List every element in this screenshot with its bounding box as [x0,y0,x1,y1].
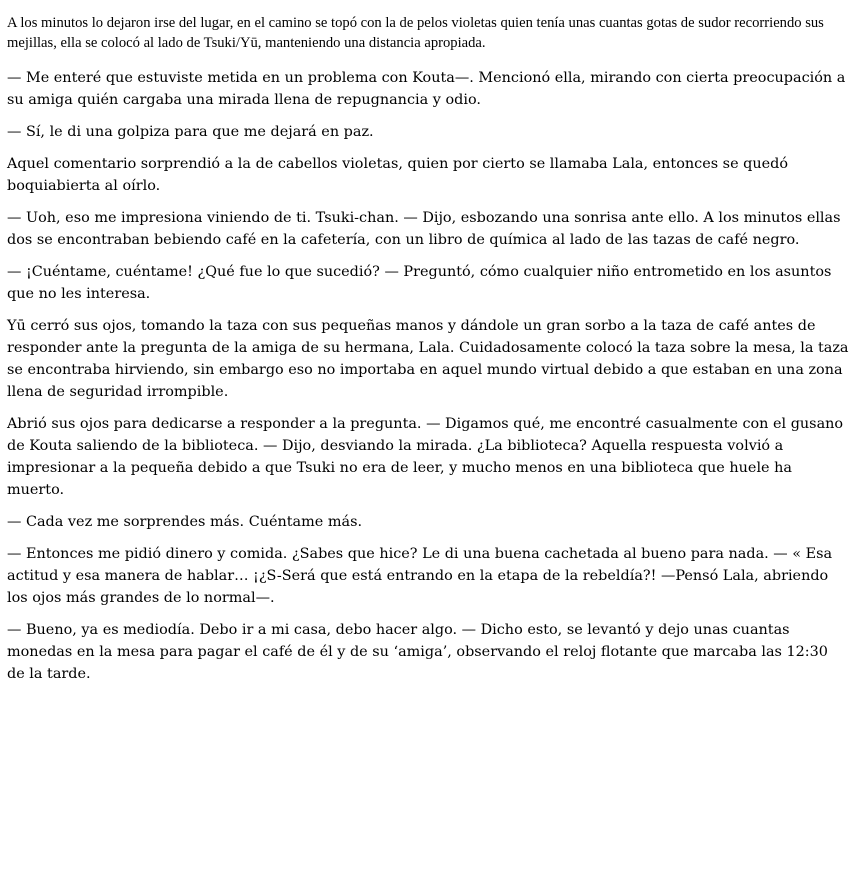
paragraph-8: Abrió sus ojos para dedicarse a responder a la pregunta. — Digamos qué, me encontré casualmente con el gusano de Kouta saliendo de la biblioteca. — Dijo, desviando la mirada. ¿La biblioteca? Aquella respuesta volvió a impresionar a la pequeña debido a que Tsuki no era de leer, y mucho menos en una biblioteca que huele ha muerto. [7,416,844,498]
paragraph-7: Yū cerró sus ojos, tomando la taza con sus pequeñas manos y dándole un gran sorbo a la taza de café antes de responder ante la pregunta de la amiga de su hermana, Lala. Cuidadosamente colocó la taza sobre la mesa, la taza se encontraba hirviendo, sin embargo eso no importaba en aquel mundo virtual debido a que estaban en una zona llena de seguridad irrompible. [7,318,849,400]
paragraph-3: — Sí, le di una golpiza para que me dejará en paz. [7,124,374,140]
paragraph-11: — Bueno, ya es mediodía. Debo ir a mi casa, debo hacer algo. — Dicho esto, se levantó y dejo unas cuantas monedas en la mesa para pagar el café de él y de su ‘amiga’, observando el reloj flotante que marcaba las 12:30 de la tarde. [7,622,828,682]
document-body [7,13,850,695]
paragraph-5: — Uoh, eso me impresiona viniendo de ti. Tsuki-chan. — Dijo, esbozando una sonrisa ante ello. A los minutos ellas dos se encontraban bebiendo café en la cafetería, con un libro de química al lado de las tazas de café negro. [7,210,841,248]
paragraph-2: — Me enteré que estuviste metida en un problema con Kouta—. Mencionó ella, mirando con cierta preocupación a su amiga quién cargaba una mirada llena de repugnancia y odio. [7,70,846,108]
paragraph-10: — Entonces me pidió dinero y comida. ¿Sabes que hice? Le di una buena cachetada al bueno para nada. — « Esa actitud y esa manera de hablar… ¡¿S-Será que está entrando en la etapa de la rebeldía?! —Pensó Lala, abriendo los ojos más grandes de lo normal—. [7,546,833,606]
paragraph-4: Aquel comentario sorprendió a la de cabellos violetas, quien por cierto se llamaba Lala, entonces se quedó boquiabierta al oírlo. [7,156,789,194]
paragraph-9: — Cada vez me sorprendes más. Cuéntame más. [7,514,363,530]
paragraph-6: — ¡Cuéntame, cuéntame! ¿Qué fue lo que sucedió? — Preguntó, cómo cualquier niño entrometido en los asuntos que no les interesa. [7,264,832,302]
paragraph-1: A los minutos lo dejaron irse del lugar, en el camino se topó con la de pelos violetas quien tenía unas cuantas gotas de sudor recorriendo sus mejillas, ella se colocó al lado de Tsuki/Yū, manteniendo una distancia apropiada. [7,15,824,51]
